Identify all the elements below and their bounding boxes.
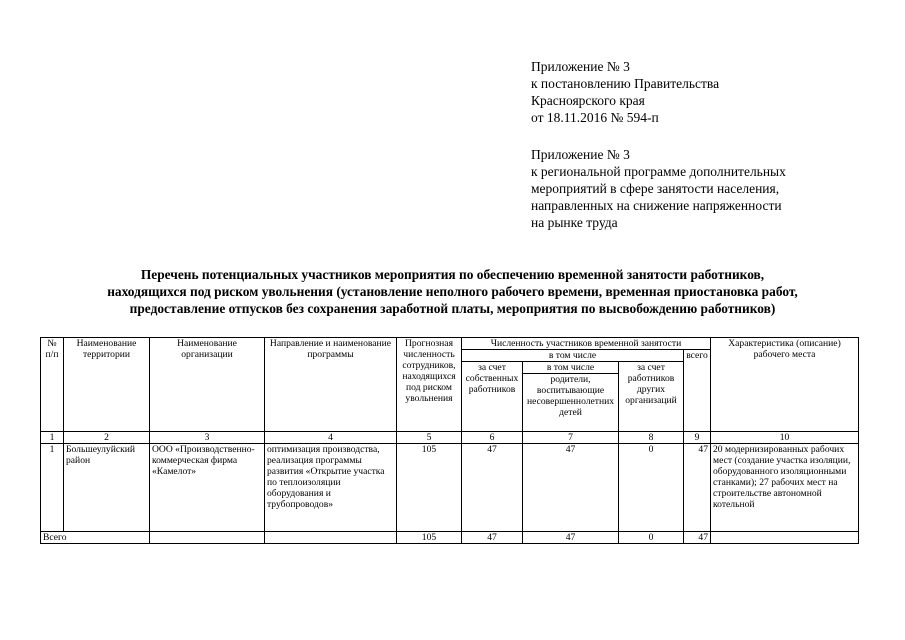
cell-characteristic: 20 модернизированных рабочих мест (создание участка изоляции, оборудованного изоляционными станками); 27 рабочих мест на строительстве автономной котельной: [711, 444, 859, 532]
totals-own-funds: 47: [462, 532, 523, 544]
document-title: [40, 266, 865, 317]
totals-empty: [265, 532, 397, 544]
header-in-that-number: в том числе: [523, 362, 619, 374]
totals-parents: 47: [523, 532, 619, 544]
header-program: Направление и наименование программы: [265, 338, 397, 432]
header-total: всего: [684, 350, 711, 432]
column-number: 7: [523, 432, 619, 444]
header-including: в том числе: [462, 350, 684, 362]
header-parents: родители, воспитывающие несовершеннолетних детей: [523, 374, 619, 432]
column-number: 6: [462, 432, 523, 444]
totals-empty: [711, 532, 859, 544]
header-own-funds: за счет собственных работников: [462, 362, 523, 432]
column-numbers-row: [41, 432, 859, 444]
totals-forecast: 105: [397, 532, 462, 544]
totals-empty: [150, 532, 265, 544]
appendix-2-line: на рынке труда: [531, 215, 618, 230]
totals-label: Всего: [41, 532, 150, 544]
column-number: 1: [41, 432, 64, 444]
appendix-2-line: направленных на снижение напряженности: [531, 198, 782, 213]
cell-parents: 47: [523, 444, 619, 532]
cell-num: 1: [41, 444, 64, 532]
cell-forecast: 105: [397, 444, 462, 532]
cell-program: оптимизация производства, реализация программы развития «Открытие участка по теплоизоляции оборудования и трубопроводов»: [265, 444, 397, 532]
title-line: находящихся под риском увольнения (установление неполного рабочего времени, временная приостановка работ,: [107, 284, 798, 299]
appendix-1-line: от 18.11.2016 № 594-п: [531, 110, 659, 125]
column-number: 8: [619, 432, 684, 444]
appendix-1-line: к постановлению Правительства: [531, 76, 720, 91]
header-territory: Наименование территории: [64, 338, 150, 432]
column-number: 10: [711, 432, 859, 444]
column-number: 9: [684, 432, 711, 444]
header-other-orgs: за счет работников других организаций: [619, 362, 684, 432]
appendix-2-line: к региональной программе дополнительных: [531, 164, 786, 179]
header-forecast: Прогнозная численность сотрудников, находящихся под риском увольнения: [397, 338, 462, 432]
appendix-header-program: [531, 146, 786, 231]
appendix-1-line: Приложение № 3: [531, 59, 630, 74]
totals-total: 47: [684, 532, 711, 544]
column-number: 5: [397, 432, 462, 444]
column-number: 2: [64, 432, 150, 444]
cell-organization: ООО «Производственно-коммерческая фирма «Камелот»: [150, 444, 265, 532]
column-number: 3: [150, 432, 265, 444]
appendix-2-line: Приложение № 3: [531, 147, 630, 162]
title-line: Перечень потенциальных участников мероприятия по обеспечению временной занятости работников,: [140, 267, 765, 282]
appendix-header-resolution: [531, 58, 719, 126]
participants-table: [40, 337, 859, 544]
cell-other-orgs: 0: [619, 444, 684, 532]
cell-total: 47: [684, 444, 711, 532]
totals-other-orgs: 0: [619, 532, 684, 544]
header-num: № п/п: [41, 338, 64, 432]
appendix-1-line: Красноярского края: [531, 93, 645, 108]
cell-own-funds: 47: [462, 444, 523, 532]
cell-territory: Большеулуйский район: [64, 444, 150, 532]
table-row: [41, 444, 859, 532]
header-organization: Наименование организации: [150, 338, 265, 432]
column-number: 4: [265, 432, 397, 444]
title-line: предоставление отпусков без сохранения заработной платы, мероприятия по высвобождению работников): [129, 301, 776, 316]
header-characteristic: Характеристика (описание) рабочего места: [711, 338, 859, 432]
header-participants: Численность участников временной занятости: [462, 338, 711, 350]
appendix-2-line: мероприятий в сфере занятости населения,: [531, 181, 780, 196]
totals-row: [41, 532, 859, 544]
